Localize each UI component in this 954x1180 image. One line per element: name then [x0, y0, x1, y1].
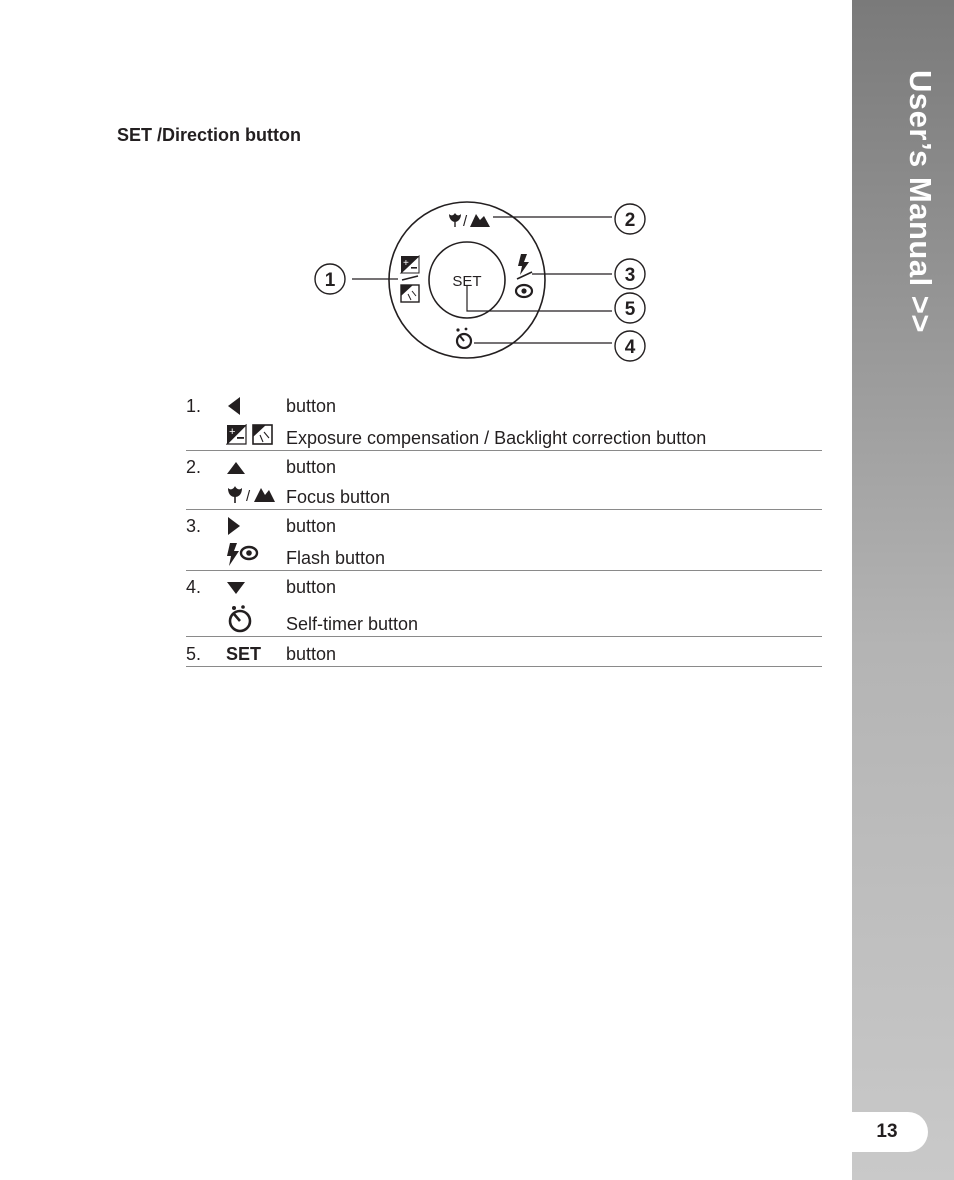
row-arrow-label: button	[286, 644, 337, 664]
callout-1-label: 1	[324, 270, 336, 291]
left-arrow-icon	[226, 396, 242, 421]
callout-2-label: 2	[624, 210, 636, 231]
row-number: 3.	[186, 516, 202, 536]
flash-icon	[518, 254, 529, 275]
row-arrow-label: button	[286, 396, 337, 416]
svg-text:+: +	[229, 426, 236, 438]
self-timer-icon	[226, 604, 256, 639]
row-arrow-label: button	[286, 577, 337, 597]
section-heading: SET /Direction button	[117, 125, 301, 145]
svg-text:+: +	[403, 258, 409, 269]
svg-text:/: /	[246, 488, 251, 505]
row-number: 1.	[186, 396, 202, 416]
callout-1	[315, 264, 345, 294]
right-arrow-icon	[226, 516, 242, 541]
backlight-icon	[401, 285, 419, 302]
row-description: Flash button	[286, 548, 386, 568]
red-eye-icon	[516, 285, 532, 297]
flash-red-eye-icon	[226, 542, 262, 573]
exposure-compensation-icon	[226, 424, 274, 451]
callout-5	[615, 293, 645, 323]
svg-text:/: /	[463, 213, 468, 230]
manual-title: User’s Manual >>	[903, 70, 938, 334]
row-description: Exposure compensation / Backlight correction button	[286, 428, 707, 448]
row-arrow-label: button	[286, 457, 337, 477]
set-center-label: SET	[452, 273, 482, 290]
row-number: 5.	[186, 644, 202, 664]
page-number: 13	[876, 1121, 898, 1142]
callout-4	[615, 331, 645, 361]
callout-2	[615, 204, 645, 234]
callout-3	[615, 259, 645, 289]
self-timer-icon	[456, 328, 471, 348]
callout-5-label: 5	[624, 299, 636, 320]
row-number: 4.	[186, 577, 202, 597]
down-arrow-icon	[226, 580, 246, 601]
callout-3-label: 3	[624, 265, 636, 286]
divider	[186, 450, 822, 451]
row-number: 2.	[186, 457, 202, 477]
divider	[186, 570, 822, 571]
macro-landscape-icon	[226, 484, 276, 511]
set-label: SET	[226, 644, 262, 664]
row-description: Self-timer button	[286, 614, 419, 634]
up-arrow-icon	[226, 460, 246, 481]
row-description: Focus button	[286, 487, 391, 507]
macro-icon	[449, 213, 461, 227]
divider	[186, 636, 822, 637]
landscape-icon	[470, 214, 490, 227]
direction-button-diagram	[300, 190, 660, 370]
divider	[186, 509, 822, 510]
divider	[186, 666, 822, 667]
row-arrow-label: button	[286, 516, 337, 536]
exposure-compensation-icon	[401, 256, 419, 273]
callout-4-label: 4	[624, 337, 636, 358]
